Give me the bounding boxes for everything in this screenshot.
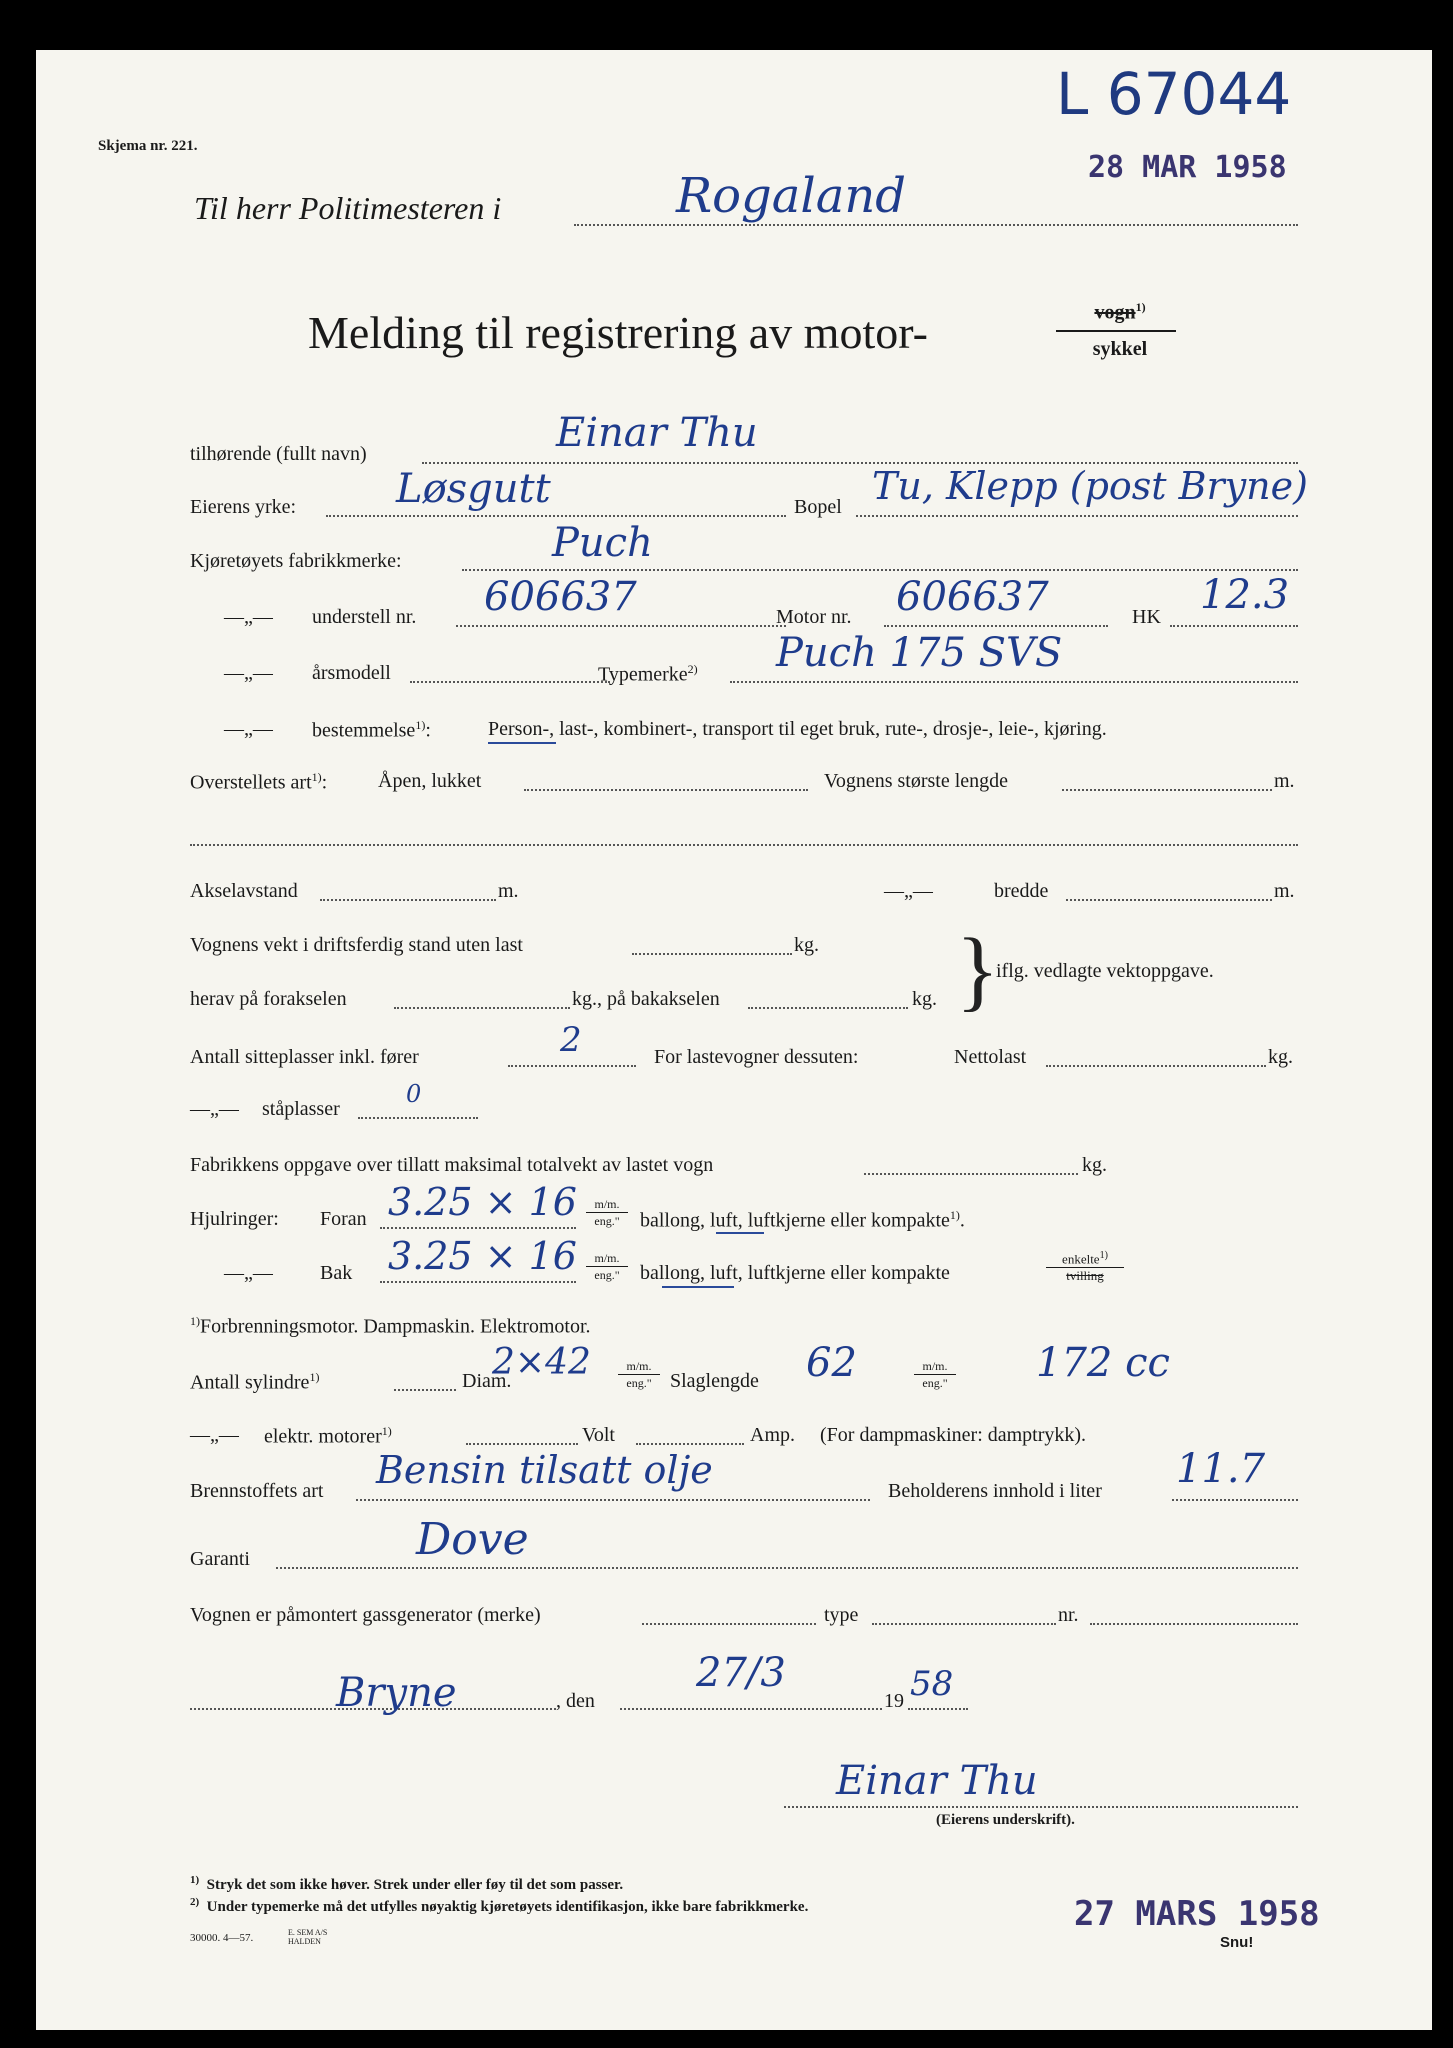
printer-info: 30000. 4—57. [190, 1932, 254, 1944]
warranty-line [276, 1567, 1298, 1569]
weight-unit: kg. [794, 934, 819, 956]
make-label: Kjøretøyets fabrikkmerke: [190, 550, 402, 572]
ditto-chassis: —„— [224, 606, 273, 628]
front-label: Foran [320, 1208, 367, 1230]
amp-label: Amp. [750, 1424, 795, 1446]
year-prefix: 19 [884, 1690, 904, 1712]
hp-line [1170, 625, 1298, 627]
addressee: Til herr Politimesteren i [194, 190, 502, 226]
printer-name: E. SEM A/S HALDEN [288, 1928, 328, 1946]
tank-line [1172, 1499, 1298, 1501]
purpose-underline [488, 742, 556, 744]
footnote-1: $^{1)}$ Stryk det som ikke høver. Strek under eller føy til det som passer. [190, 1874, 624, 1893]
year-line [908, 1708, 968, 1710]
rear-unit: m/m. eng." [586, 1250, 628, 1283]
signature-label: (Eierens underskrift). [936, 1812, 1075, 1828]
rear-axle-line [748, 1007, 908, 1009]
cargo-label: For lastevogner dessuten: [654, 1046, 859, 1068]
wheelbase-unit: m. [498, 880, 519, 902]
rear-axle-label: kg., på bakakselen [572, 988, 720, 1010]
max-length-label: Vognens største lengde [824, 770, 1009, 792]
ditto-standing: —„— [190, 1098, 239, 1120]
stroke-value: 62 [806, 1340, 857, 1386]
type-label: type [824, 1604, 859, 1626]
tank-label: Beholderens innhold i liter [888, 1480, 1102, 1502]
gas-generator-label: Vognen er påmontert gassgenerator (merke) [190, 1604, 541, 1626]
model-year-line [410, 681, 610, 683]
width-line [1066, 899, 1272, 901]
nr-label: nr. [1058, 1604, 1079, 1626]
make-line [462, 569, 1298, 571]
electric-label: elektr. motorer$^{1)}$ [264, 1424, 392, 1448]
district-line [574, 224, 1298, 226]
schema-number: Skjema nr. 221. [98, 138, 198, 154]
body-options: Åpen, lukket [378, 770, 482, 792]
rear-tyre-line [380, 1281, 576, 1283]
hp-label: HK [1132, 606, 1161, 628]
date-line [620, 1708, 882, 1710]
width-unit: m. [1274, 880, 1295, 902]
residence-label: Bopel [794, 496, 842, 518]
title-sykkel: sykkel [1092, 338, 1148, 360]
occupation-line [326, 515, 786, 517]
rear-tyre-options: ballong, luft, luftkjerne eller kompakte [640, 1262, 950, 1284]
seats-value: 2 [560, 1020, 582, 1060]
form-sheet [36, 50, 1432, 2030]
front-tyre-underline [716, 1232, 764, 1234]
chassis-line [456, 625, 786, 627]
fuel-value: Bensin tilsatt olje [376, 1448, 713, 1492]
place-value: Bryne [336, 1670, 457, 1716]
body-type-line [524, 789, 808, 791]
front-axle-line [394, 1007, 570, 1009]
standing-line [358, 1117, 478, 1119]
year-value: 58 [910, 1664, 954, 1704]
type-mark-line [730, 681, 1298, 683]
max-total-line [864, 1173, 1078, 1175]
blank-line [190, 844, 1298, 846]
ditto-purpose: —„— [224, 718, 273, 740]
warranty-label: Garanti [190, 1548, 250, 1570]
residence-line [856, 515, 1298, 517]
den-label: , den [556, 1690, 595, 1712]
cylinders-label: Antall sylindre$^{1)}$ [190, 1370, 320, 1394]
wheel-rings-label: Hjulringer: [190, 1208, 279, 1230]
district-value: Rogaland [676, 168, 906, 224]
engine-types: $^{1)}$Forbrenningsmotor. Dampmaskin. Elektromotor. [190, 1314, 591, 1338]
front-tyre-options: ballong, luft, luftkjerne eller kompakte$^{1)}$. [640, 1208, 965, 1232]
warranty-value: Dove [416, 1514, 529, 1565]
type-mark-value: Puch 175 SVS [776, 630, 1063, 676]
turn-over: Snu! [1220, 1934, 1254, 1951]
standing-label: ståplasser [262, 1098, 340, 1120]
reference-number: L 67044 [1056, 60, 1292, 128]
displacement-value: 172 cc [1036, 1340, 1170, 1386]
rear-tyre-value: 3.25 × 16 [388, 1234, 577, 1278]
electric-line [466, 1443, 578, 1445]
enkelte-tvilling: enkelte$^{1)}$ tvilling [1046, 1248, 1124, 1284]
ditto-rear: —„— [224, 1262, 273, 1284]
form-title: Melding til registrering av motor- [308, 307, 928, 358]
stroke-unit: m/m. eng." [914, 1358, 956, 1391]
received-stamp: 28 MAR 1958 [1088, 150, 1287, 185]
fuel-line [356, 1499, 870, 1501]
front-tyre-value: 3.25 × 16 [388, 1180, 577, 1224]
diam-label: Diam. [462, 1370, 512, 1392]
wheelbase-label: Akselavstand [190, 880, 298, 902]
signature-line [784, 1806, 1298, 1808]
tank-value: 11.7 [1176, 1446, 1266, 1492]
gas-generator-line [642, 1623, 816, 1625]
engine-no-label: Motor nr. [776, 606, 852, 628]
weight-line [632, 953, 792, 955]
engine-no-line [884, 625, 1108, 627]
brace: } [956, 921, 1000, 1020]
front-axle-label: herav på forakselen [190, 988, 347, 1010]
stroke-label: Slaglengde [670, 1370, 759, 1392]
date-value: 27/3 [696, 1650, 786, 1696]
ditto-model: —„— [224, 662, 273, 684]
nr-line [1090, 1623, 1298, 1625]
date-stamp: 27 MARS 1958 [1074, 1894, 1320, 1934]
chassis-value: 606637 [484, 574, 637, 620]
occupation-value: Løsgutt [396, 466, 551, 512]
rear-axle-unit: kg. [912, 988, 937, 1010]
make-value: Puch [552, 520, 653, 566]
volt-line [636, 1443, 744, 1445]
weight-note: iflg. vedlagte vektoppgave. [996, 960, 1214, 982]
net-load-label: Nettolast [954, 1046, 1027, 1068]
max-length-unit: m. [1274, 770, 1295, 792]
rear-label: Bak [320, 1262, 353, 1284]
wheelbase-line [320, 899, 496, 901]
model-year-label: årsmodell [312, 662, 391, 684]
hp-value: 12.3 [1200, 572, 1290, 618]
front-tyre-line [380, 1227, 576, 1229]
ditto-width: —„— [884, 880, 933, 902]
weight-label: Vognens vekt i driftsferdig stand uten last [190, 934, 523, 956]
cylinders-line [394, 1389, 456, 1391]
footnote-2: $^{2)}$ Under typemerke må det utfylles nøyaktig kjøretøyets identifikasjon, ikke bare fabrikkmerke. [190, 1896, 809, 1915]
max-total-unit: kg. [1082, 1154, 1107, 1176]
net-load-unit: kg. [1268, 1046, 1293, 1068]
fuel-label: Brennstoffets art [190, 1480, 324, 1502]
rear-tyre-underline [662, 1286, 734, 1288]
type-line [872, 1623, 1056, 1625]
ditto-electric: —„— [190, 1424, 239, 1446]
owner-name-value: Einar Thu [556, 410, 758, 456]
chassis-label: understell nr. [312, 606, 417, 628]
engine-no-value: 606637 [896, 574, 1049, 620]
width-label: bredde [994, 880, 1049, 902]
purpose-options: Person-, last-, kombinert-, transport til eget bruk, rute-, drosje-, leie-, kjøring. [488, 718, 1107, 740]
standing-value: 0 [406, 1080, 422, 1108]
seats-label: Antall sitteplasser inkl. fører [190, 1046, 419, 1068]
max-total-label: Fabrikkens oppgave over tillatt maksimal totalvekt av lastet vogn [190, 1154, 714, 1176]
residence-value: Tu, Klepp (post Bryne) [872, 464, 1308, 508]
owner-name-label: tilhørende (fullt navn) [190, 443, 367, 465]
signature-value: Einar Thu [836, 1758, 1038, 1804]
seats-line [508, 1065, 636, 1067]
body-type-label: Overstellets art$^{1)}$: [190, 770, 328, 794]
front-unit: m/m. eng." [586, 1196, 628, 1229]
diam-unit: m/m. eng." [618, 1358, 660, 1391]
net-load-line [1046, 1065, 1266, 1067]
title-vogn: vogn$^{1)}$ [1094, 300, 1146, 324]
occupation-label: Eierens yrke: [190, 496, 297, 518]
title-divider [1056, 330, 1176, 332]
diam-value: 2×42 [492, 1342, 591, 1383]
volt-label: Volt [582, 1424, 615, 1446]
steam-label: (For dampmaskiner: damptrykk). [820, 1424, 1087, 1446]
purpose-label: bestemmelse$^{1)}$: [312, 718, 431, 742]
type-mark-label: Typemerke$^{2)}$ [598, 662, 698, 686]
max-length-line [1062, 789, 1272, 791]
